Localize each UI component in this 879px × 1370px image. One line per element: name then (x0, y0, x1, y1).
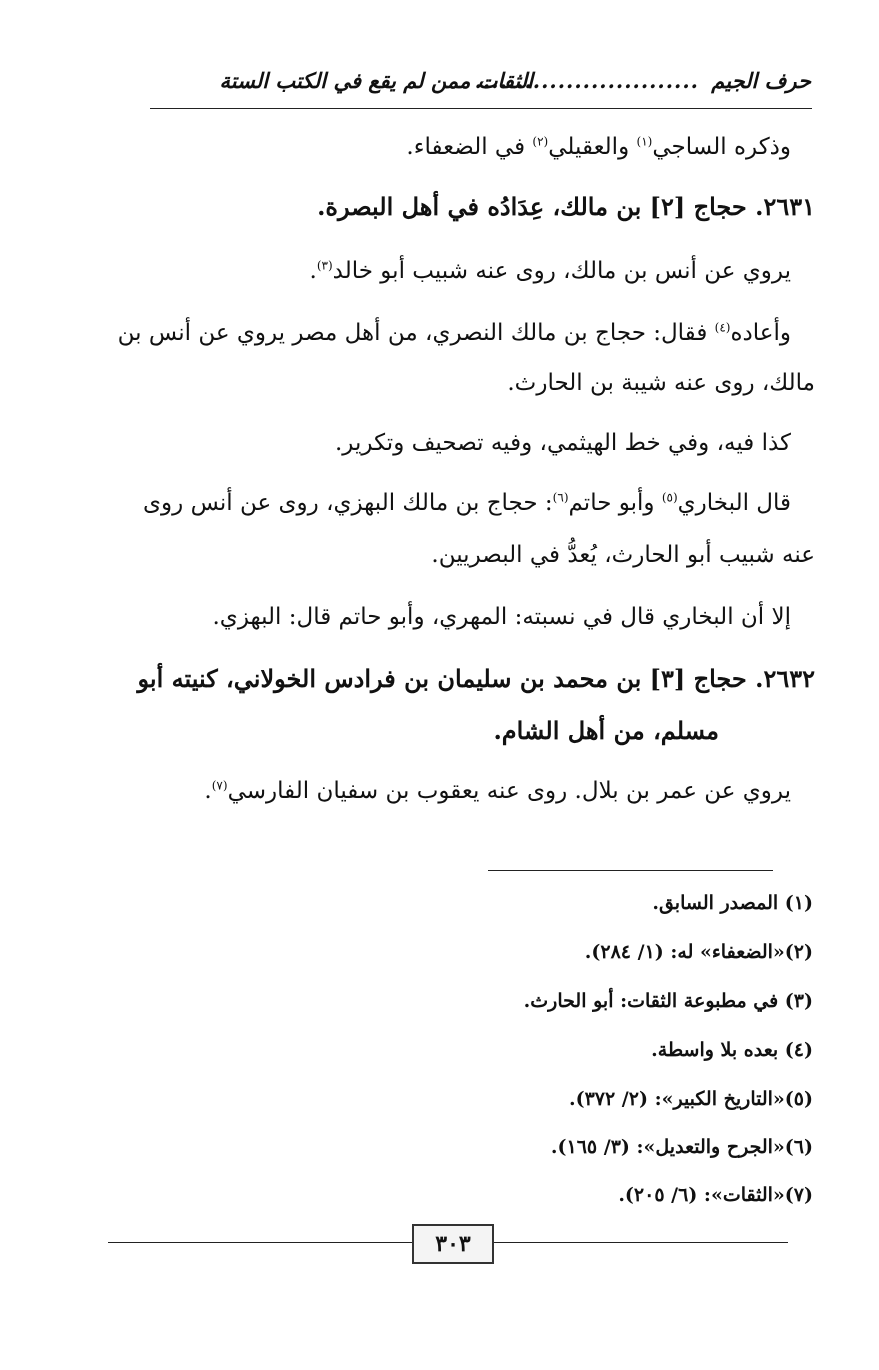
paragraph-3-line-2: مالك، روى عنه شيبة بن الحارث. (507, 370, 815, 396)
entry-number: ٢٦٣١. (755, 192, 815, 221)
footnote-5: (٥)«التاريخ الكبير»: (٢/ ٣٧٢). (568, 1088, 813, 1110)
header-leader-dots: ........................... (474, 68, 699, 93)
paragraph-6: إلا أن البخاري قال في نسبته: المهري، وأبو حاتم قال: البهزي. (212, 604, 791, 630)
entry-2631 (317, 192, 815, 221)
footnote-6: (٦)«الجرح والتعديل»: (٣/ ١٦٥). (550, 1136, 813, 1158)
running-header (151, 64, 811, 104)
page-number: ٣٠٣ (412, 1224, 494, 1264)
header-rule (150, 108, 812, 109)
paragraph-3-line-1: وأعاده$^{(٤)}$ فقال: حجاج بن مالك النصري، من أهل مصر يروي عن أنس بن (117, 320, 791, 346)
entry-2632 (138, 664, 815, 693)
footnote-7: (٧)«الثقات»: (٦/ ٢٠٥). (618, 1184, 813, 1206)
footnote-4: (٤) بعده بلا واسطة. (651, 1039, 813, 1061)
paragraph-2: يروي عن أنس بن مالك، روى عنه شبيب أبو خالد$^{(٣)}$. (309, 258, 791, 284)
footnote-3: (٣) في مطبوعة الثقات: أبو الحارث. (523, 990, 813, 1012)
entry-heading: حجاج [٣] بن محمد بن سليمان بن فرادس الخولاني، كنيته أبو (137, 664, 747, 693)
paragraph-4: كذا فيه، وفي خط الهيثمي، وفيه تصحيف وتكرير. (335, 430, 791, 456)
entry-heading: حجاج [٢] بن مالك، عِدَادُه في أهل البصرة. (317, 192, 747, 221)
footer-rule-right (494, 1242, 788, 1243)
footer-rule-left (108, 1242, 413, 1243)
footnote-separator (488, 870, 773, 871)
paragraph-1: وذكره الساجي$^{(١)}$ والعقيلي$^{(٢)}$ في الضعفاء. (406, 134, 791, 160)
entry-2632-continuation: مسلم، من أهل الشام. (493, 716, 719, 745)
header-chapter: حرف الجيم (711, 68, 811, 93)
paragraph-5-line-1: قال البخاري$^{(٥)}$ وأبو حاتم$^{(٦)}$: حجاج بن مالك البهزي، روى عن أنس روى (143, 490, 791, 516)
header-book-title: الثقات ممن لم يقع في الكتب الستة (219, 68, 533, 93)
footnote-2: (٢)«الضعفاء» له: (١/ ٢٨٤). (584, 941, 813, 963)
entry-number: ٢٦٣٢. (755, 664, 815, 693)
paragraph-5-line-2: عنه شبيب أبو الحارث، يُعدُّ في البصريين. (431, 542, 815, 568)
paragraph-7: يروي عن عمر بن بلال. روى عنه يعقوب بن سفيان الفارسي$^{(٧)}$. (204, 778, 791, 804)
footnote-1: (١) المصدر السابق. (652, 892, 813, 914)
